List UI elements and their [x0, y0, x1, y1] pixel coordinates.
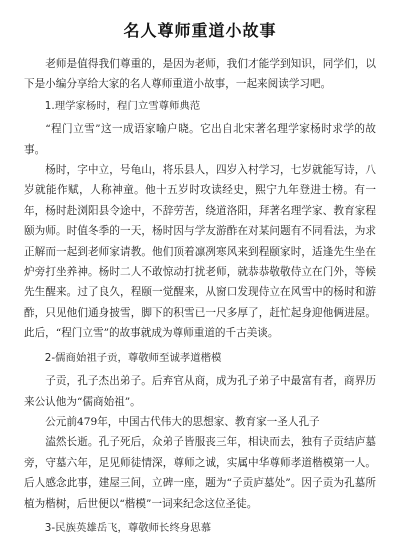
section-2-paragraph-3: 溘然长逝。孔子死后，众弟子皆服丧三年，相诀而去，独有子贡结庐墓旁，守墓六年，足见师徒情深，尊师之诚，实属中华尊师孝道楷模第一人。后人感念此事，建屋三间，立碑一座，题为“子贡庐墓处”。因子贡为孔墓所植为楷树，后世便以“楷模”一词来纪念这位圣徒。	[24, 436, 376, 510]
section-heading-2: 2-儒商始祖子贡，尊敬师至诚孝道楷模	[44, 351, 222, 364]
intro-paragraph: 老师是值得我们尊重的，是因为老师，我们才能学到知识，同学们，以下是小编分享给大家的名人尊师重道小故事，一起来阅读学习吧。	[24, 58, 376, 91]
section-heading-1: 1.理学家杨时，程门立雪尊师典范	[44, 99, 201, 112]
section-heading-3: 3-民族英雄岳飞，尊敬师长终身思慕	[44, 521, 212, 534]
section-2-paragraph-1: 子贡，孔子杰出弟子。后弃官从商，成为孔子弟子中最富有者，商界历来公认他为“儒商始祖”。	[24, 375, 376, 408]
document-title: 名人尊师重道小故事	[123, 21, 277, 40]
section-2-paragraph-2: 公元前479年，中国古代伟大的思想家、教育家一圣人孔子	[45, 415, 320, 428]
section-1-paragraph-2: 杨时，字中立，号龟山，将乐县人，四岁入村学习，七岁就能写诗，八岁就能作赋，人称神童。他十五岁时攻读经史，熙宁九年登进士榜。有一年，杨时赴浏阳县令途中，不辞劳苦，绕道洛阳，拜著名理学家、教育家程颐为师。时值冬季的一天，杨时因与学友游酢在对某问题有不同看法，为求正解而一起到老师家请教。他们顶着凛冽寒风来到程颐家时，适逢先生坐在炉旁打坐养神。杨时二人不敢惊动打扰老师，就恭恭敬敬侍立在门外，等候先生醒来。过了良久，程颐一觉醒来，从窗口发现侍立在风雪中的杨时和游酢，只见他们通身披雪，脚下的积雪已一尺多厚了，赶忙起身迎他俩进屋。此后，“程门立雪”的故事就成为尊师重道的千古美谈。	[24, 164, 376, 340]
section-1-paragraph-1: “程门立雪”这一成语家喻户晓。它出自北宋著名理学家杨时求学的故事。	[24, 123, 376, 156]
document-body	[24, 54, 376, 538]
